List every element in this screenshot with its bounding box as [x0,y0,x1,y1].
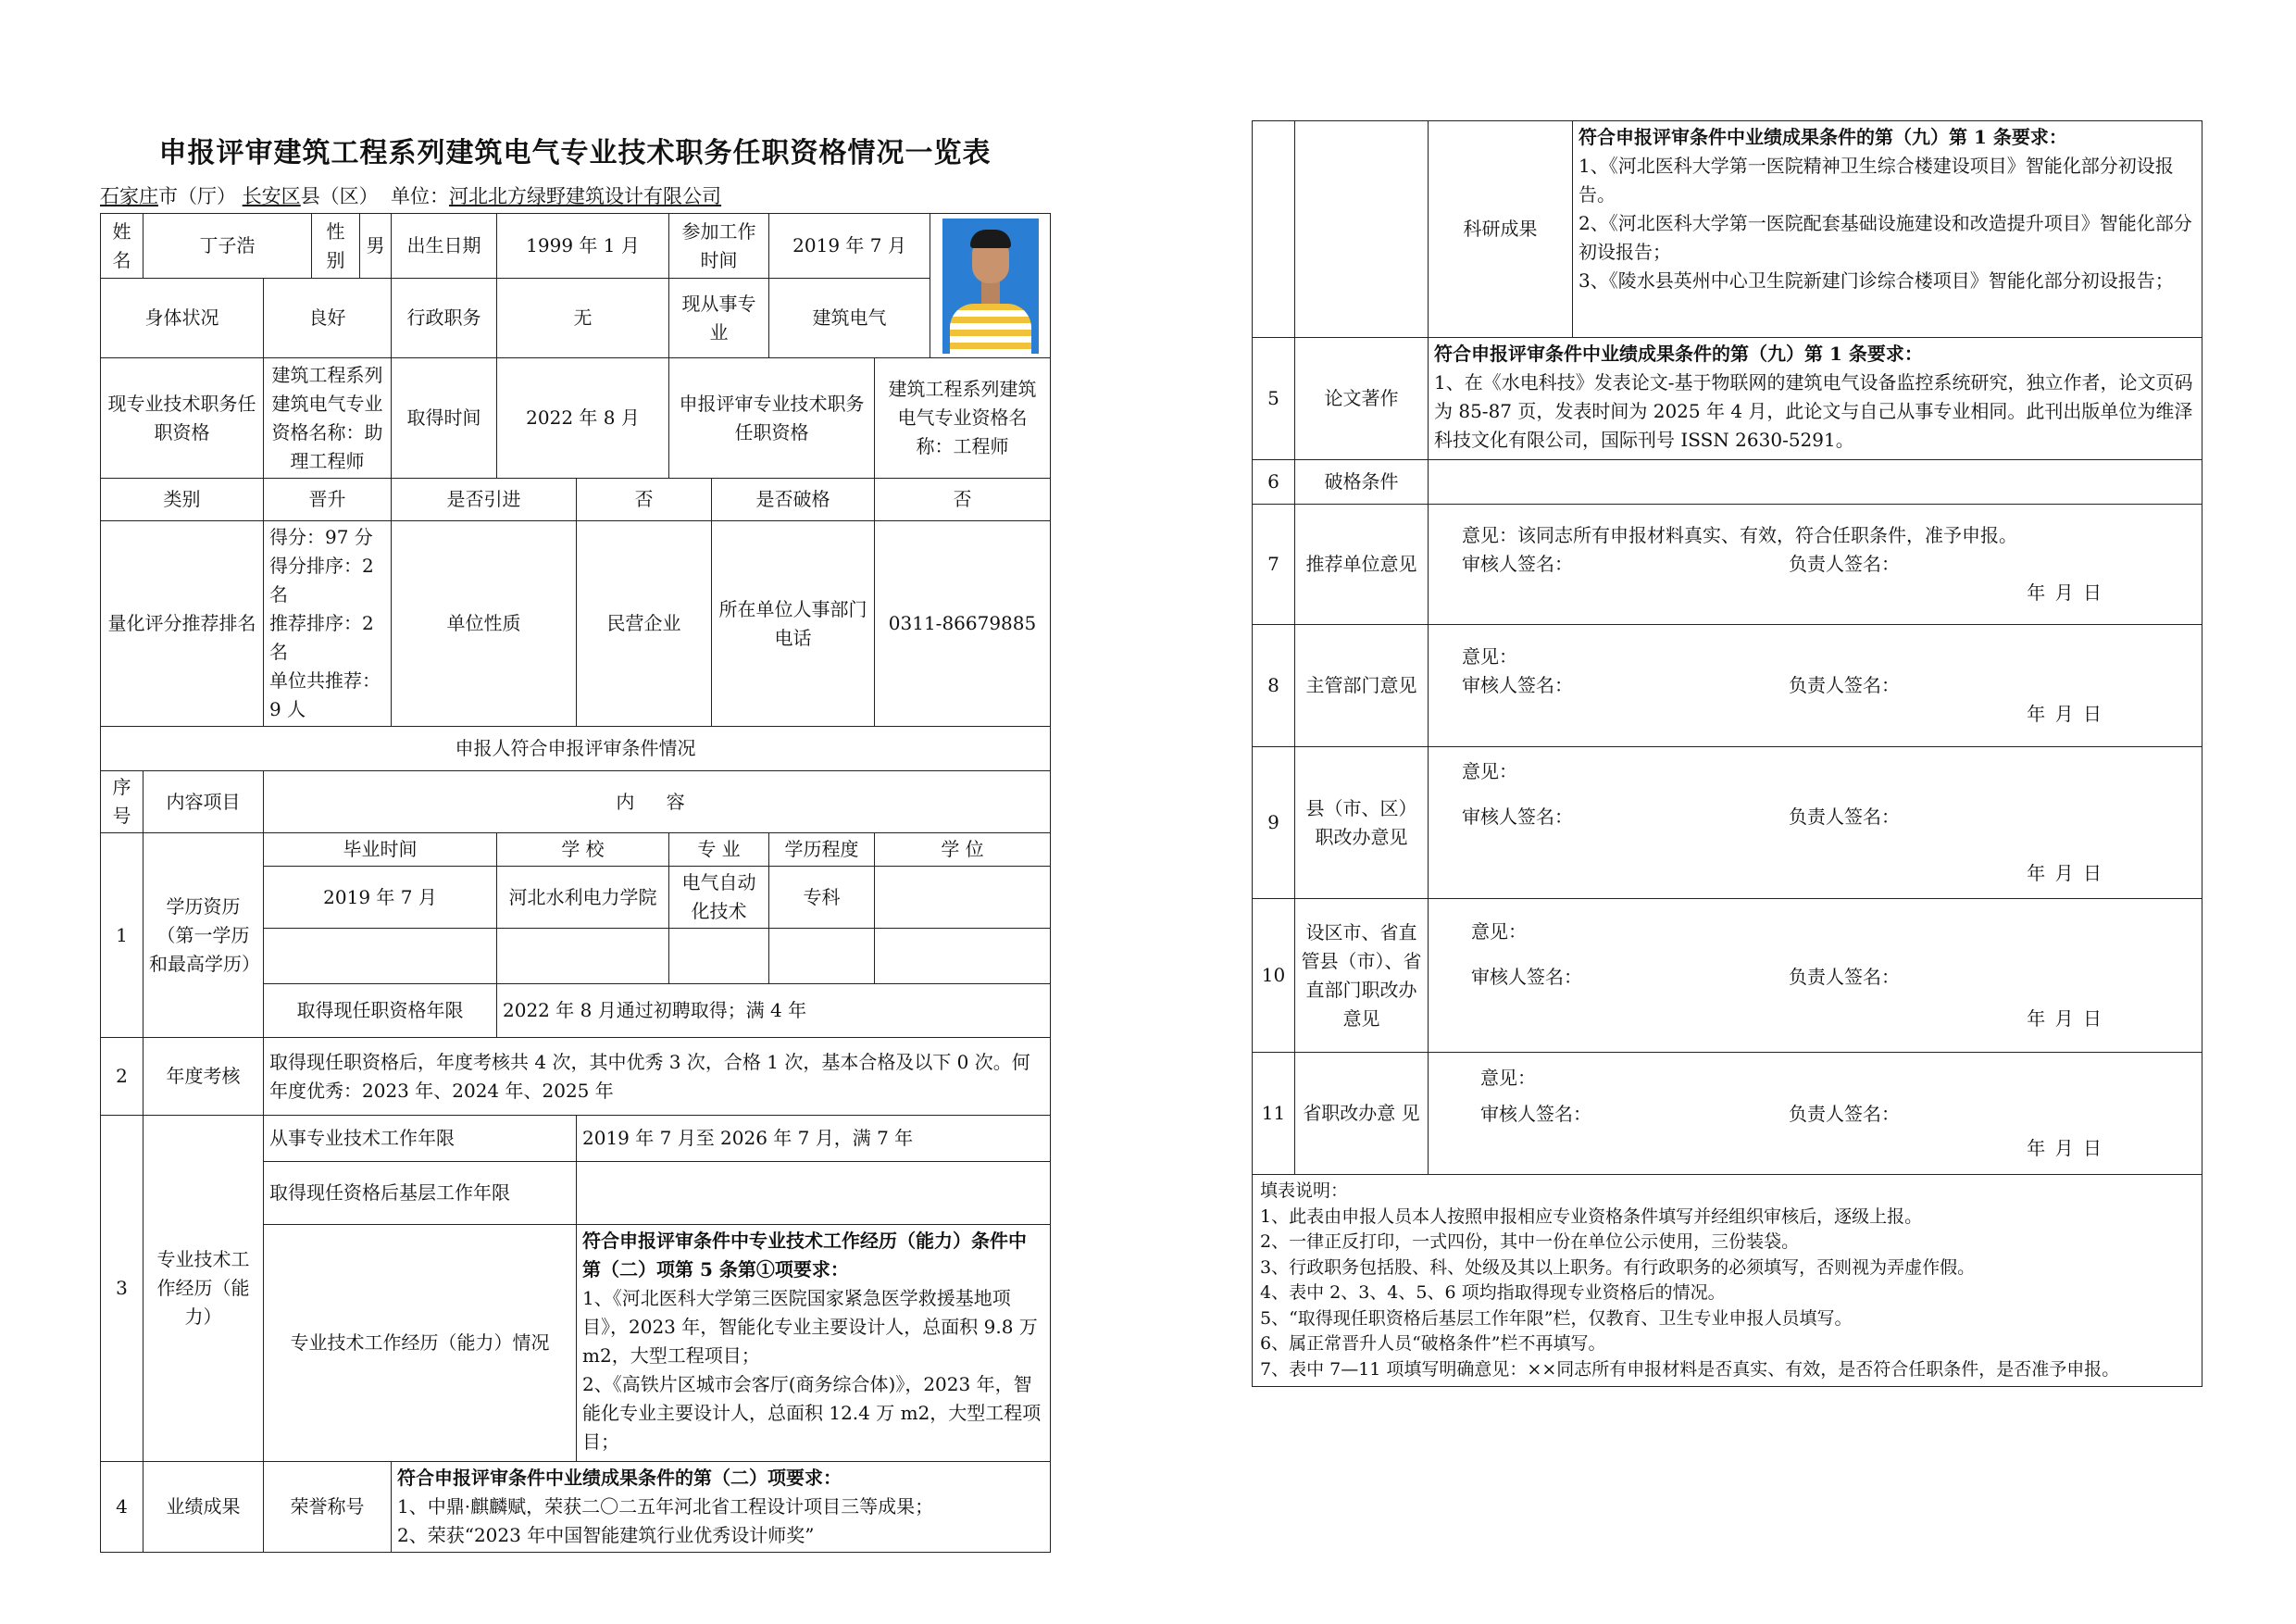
intro-value: 否 [577,479,712,521]
row7-opinion: 意见：该同志所有申报材料真实、有效，符合任职条件，准予申报。 [1462,524,2017,546]
row9-content [1429,747,2202,899]
honor-head: 符合申报评审条件中业绩成果条件的第（二）项要求： [397,1467,842,1489]
row7-seq: 7 [1253,505,1295,625]
row9-label: 县（市、区）职改办意见 [1295,747,1429,899]
sign-line [1434,963,2196,992]
date-line: 年 月 日 [2027,1007,2103,1030]
birth-value: 1999 年 1 月 [497,214,669,279]
header-item: 内容项目 [144,771,264,833]
years-label: 取得现任职资格年限 [264,984,497,1038]
research-label: 科研成果 [1429,121,1573,338]
years-value: 2022 年 8 月通过初聘取得；满 4 年 [497,984,1051,1038]
note-item: 1、此表由申报人员本人按照申报相应专业资格条件填写并经组织审核后，逐级上报。 [1260,1206,1923,1227]
cur-qual-value: 建筑工程系列建筑电气专业 资格名称：助理工程师 [264,358,392,479]
sign-line [1434,671,2196,700]
right-page [1252,120,2202,1387]
empty-cell [1295,121,1429,338]
gender-label: 性别 [312,214,360,279]
health-label: 身体状况 [101,279,264,358]
reviewer-sign: 审核人签名： [1462,806,1573,828]
applicant-photo [942,219,1039,354]
work-years-label: 从事专业技术工作年限 [264,1116,577,1162]
exp-content [577,1225,1051,1462]
row5-content [1429,338,2202,460]
opinion-label: 意见： [1462,645,1517,668]
leader-sign: 负责人签名： [1789,806,1900,828]
row5-text: 1、在《水电科技》发表论文-基于物联网的建筑电气设备监控系统研究，独立作者，论文页码为 85-87 页，发表时间为 2025 年 4 月，此论文与自己从事专业相同。此刊出版单位为维泽科技文化有限公司，国际刊号 ISSN 2630-5291。 [1434,371,2193,451]
score-lines [264,521,392,727]
apply-label: 申报评审专业技术职务任职资格 [669,358,875,479]
score-line: 得分排序：2 名 [269,555,374,606]
photo-cell [930,214,1051,358]
score-line: 推荐排序：2 名 [269,612,374,663]
gender-value: 男 [360,214,392,279]
obtain-value: 2022 年 8 月 [497,358,669,479]
research-content [1573,121,2202,338]
col-major: 专 业 [669,833,769,867]
sign-line [1434,1100,2196,1129]
edu-major-value: 电气自动化技术 [669,867,769,929]
date-line: 年 月 日 [2027,862,2103,884]
research-head: 符合申报评审条件中业绩成果条件的第（九）第 1 条要求： [1578,126,2067,148]
date-line: 年 月 日 [2027,581,2103,604]
review-table [1252,120,2202,1387]
apply-value: 建筑工程系列建筑电气专业资格名称：工程师 [875,358,1051,479]
row10-content [1429,899,2202,1053]
birth-label: 出生日期 [392,214,497,279]
row5-seq: 5 [1253,338,1295,460]
basic-years-value [577,1162,1051,1225]
leader-sign: 负责人签名： [1789,674,1900,696]
notes [1253,1175,2202,1387]
admin-value: 无 [497,279,669,358]
row3-seq: 3 [101,1116,144,1462]
opinion-label: 意见： [1480,1067,1536,1089]
break-label: 是否破格 [712,479,875,521]
city: 石家庄 [100,185,158,207]
sign-line [1434,803,2196,831]
row6-content [1429,460,2202,505]
note-item: 5、“取得现任职资格后基层工作年限”栏，仅教育、卫生专业申报人员填写。 [1260,1307,1853,1329]
research-item: 3、《陵水县英州中心卫生院新建门诊综合楼项目》智能化部分初设报告； [1578,269,2174,292]
research-item: 2、《河北医科大学第一医院配套基础设施建设和改造提升项目》智能化部分初设报告； [1578,212,2192,263]
row6-label: 破格条件 [1295,460,1429,505]
reviewer-sign: 审核人签名： [1471,966,1582,988]
cur-qual-label: 现专业技术职务任职资格 [101,358,264,479]
row8-label: 主管部门意见 [1295,625,1429,747]
name-label: 姓名 [101,214,144,279]
row1-seq: 1 [101,833,144,1038]
score-label: 量化评分推荐排名 [101,521,264,727]
nature-value: 民营企业 [577,521,712,727]
row11-label: 省职改办意 见 [1295,1053,1429,1175]
date-line: 年 月 日 [2027,1137,2103,1159]
score-line: 得分：97 分 [269,526,373,548]
sign-line [1434,550,2196,579]
honor-item: 2、荣获“2023 年中国智能建筑行业优秀设计师奖” [397,1524,815,1546]
row9-seq: 9 [1253,747,1295,899]
leader-sign: 负责人签名： [1789,1103,1900,1125]
empty-cell [497,929,669,984]
score-line: 单位共推荐：9 人 [269,669,381,720]
row11-seq: 11 [1253,1053,1295,1175]
leader-sign: 负责人签名： [1789,966,1900,988]
row2-content: 取得现任职资格后，年度考核共 4 次，其中优秀 3 次，合格 1 次，基本合格及以下 0 次。何年度优秀：2023 年、2024 年、2025 年 [264,1038,1051,1116]
city-suffix: 市（厅） [158,185,236,207]
col-grad-time: 毕业时间 [264,833,497,867]
major-value: 建筑电气 [769,279,930,358]
basic-years-label: 取得现任资格后基层工作年限 [264,1162,577,1225]
district-suffix: 县（区） [300,185,379,207]
admin-label: 行政职务 [392,279,497,358]
row7-label: 推荐单位意见 [1295,505,1429,625]
empty-cell [264,929,497,984]
row3-item: 专业技术工作经历（能力） [144,1116,264,1462]
break-value: 否 [875,479,1051,521]
opinion-label: 意见： [1462,760,1517,782]
reviewer-sign: 审核人签名： [1462,674,1573,696]
empty-cell [875,929,1051,984]
honor-content [392,1462,1051,1553]
unit-label: 单位： [391,185,450,207]
row7-content [1429,505,2202,625]
exp-item: 1、《河北医科大学第三医院国家紧急医学救援基地项目》，2023 年，智能化专业主要设计人，总面积 9.8 万 m2，大型工程项目； [582,1287,1038,1367]
research-item: 1、《河北医科大学第一医院精神卫生综合楼建设项目》智能化部分初设报告。 [1578,155,2174,206]
honor-item: 1、中鼎·麒麟赋，荣获二〇二五年河北省工程设计项目三等成果； [397,1495,934,1518]
row8-seq: 8 [1253,625,1295,747]
row4-item: 业绩成果 [144,1462,264,1553]
row2-seq: 2 [101,1038,144,1116]
reviewer-sign: 审核人签名： [1462,553,1573,575]
phone-value: 0311-86679885 [875,521,1051,727]
phone-label: 所在单位人事部门电话 [712,521,875,727]
leader-sign: 负责人签名： [1789,553,1900,575]
notes-title: 填表说明： [1260,1181,1349,1201]
header-content: 内 容 [264,771,1051,833]
empty-cell [669,929,769,984]
note-item: 7、表中 7—11 项填写明确意见：××同志所有申报材料是否真实、有效，是否符合任职条件，是否准予申报。 [1260,1358,2120,1380]
row4-seq: 4 [101,1462,144,1553]
row5-label: 论文著作 [1295,338,1429,460]
opinion-label: 意见： [1471,920,1527,943]
reviewer-sign: 审核人签名： [1480,1103,1591,1125]
honor-label: 荣誉称号 [264,1462,392,1553]
name-value: 丁子浩 [144,214,312,279]
page-title: 申报评审建筑工程系列建筑电气专业技术职务任职资格情况一览表 [158,137,992,169]
category-label: 类别 [101,479,264,521]
nature-label: 单位性质 [392,521,577,727]
note-item: 6、属正常晋升人员“破格条件”栏不再填写。 [1260,1333,1606,1355]
note-item: 2、一律正反打印，一式四份，其中一份在单位公示使用，三份装袋。 [1260,1231,1800,1253]
empty-cell [769,929,875,984]
exp-label: 专业技术工作经历（能力）情况 [264,1225,577,1462]
work-years-value: 2019 年 7 月至 2026 年 7 月，满 7 年 [577,1116,1051,1162]
row2-item: 年度考核 [144,1038,264,1116]
intro-label: 是否引进 [392,479,577,521]
school-value: 河北水利电力学院 [497,867,669,929]
section-title: 申报人符合申报评审条件情况 [101,727,1051,771]
row10-seq: 10 [1253,899,1295,1053]
note-item: 3、行政职务包括股、科、处级及其以上职务。有行政职务的必须填写，否则视为弄虚作假。 [1260,1256,1976,1278]
category-value: 晋升 [264,479,392,521]
obtain-label: 取得时间 [392,358,497,479]
row8-content [1429,625,2202,747]
unit-line [100,181,1050,209]
level-value: 专科 [769,867,875,929]
health-value: 良好 [264,279,392,358]
exp-item: 2、《高铁片区城市会客厅(商务综合体)》，2023 年，智能化专业主要设计人，总面积 12.4 万 m2，大型工程项目； [582,1373,1042,1453]
grad-time-value: 2019 年 7 月 [264,867,497,929]
district: 长安区 [242,185,301,207]
exp-head: 符合申报评审条件中专业技术工作经历（能力）条件中第（二）项第 5 条第①项要求： [582,1230,1027,1280]
work-start-label: 参加工作时间 [669,214,769,279]
degree-value [875,867,1051,929]
col-school: 学 校 [497,833,669,867]
header-seq: 序号 [101,771,144,833]
major-label: 现从事专业 [669,279,769,358]
date-line: 年 月 日 [2027,703,2103,725]
row5-head: 符合申报评审条件中业绩成果条件的第（九）第 1 条要求： [1434,343,1923,365]
col-level: 学历程度 [769,833,875,867]
left-page [100,130,1050,1553]
row6-seq: 6 [1253,460,1295,505]
col-degree: 学 位 [875,833,1051,867]
info-table [100,213,1051,1553]
empty-cell [1253,121,1295,338]
note-item: 4、表中 2、3、4、5、6 项均指取得现专业资格后的情况。 [1260,1282,1726,1304]
row11-content [1429,1053,2202,1175]
row1-item: 学历资历（第一学历和最高学历） [144,833,264,1038]
work-start-value: 2019 年 7 月 [769,214,930,279]
row10-label: 设区市、省直管县（市）、省直部门职改办意见 [1295,899,1429,1053]
unit-name: 河北北方绿野建筑设计有限公司 [449,185,722,207]
